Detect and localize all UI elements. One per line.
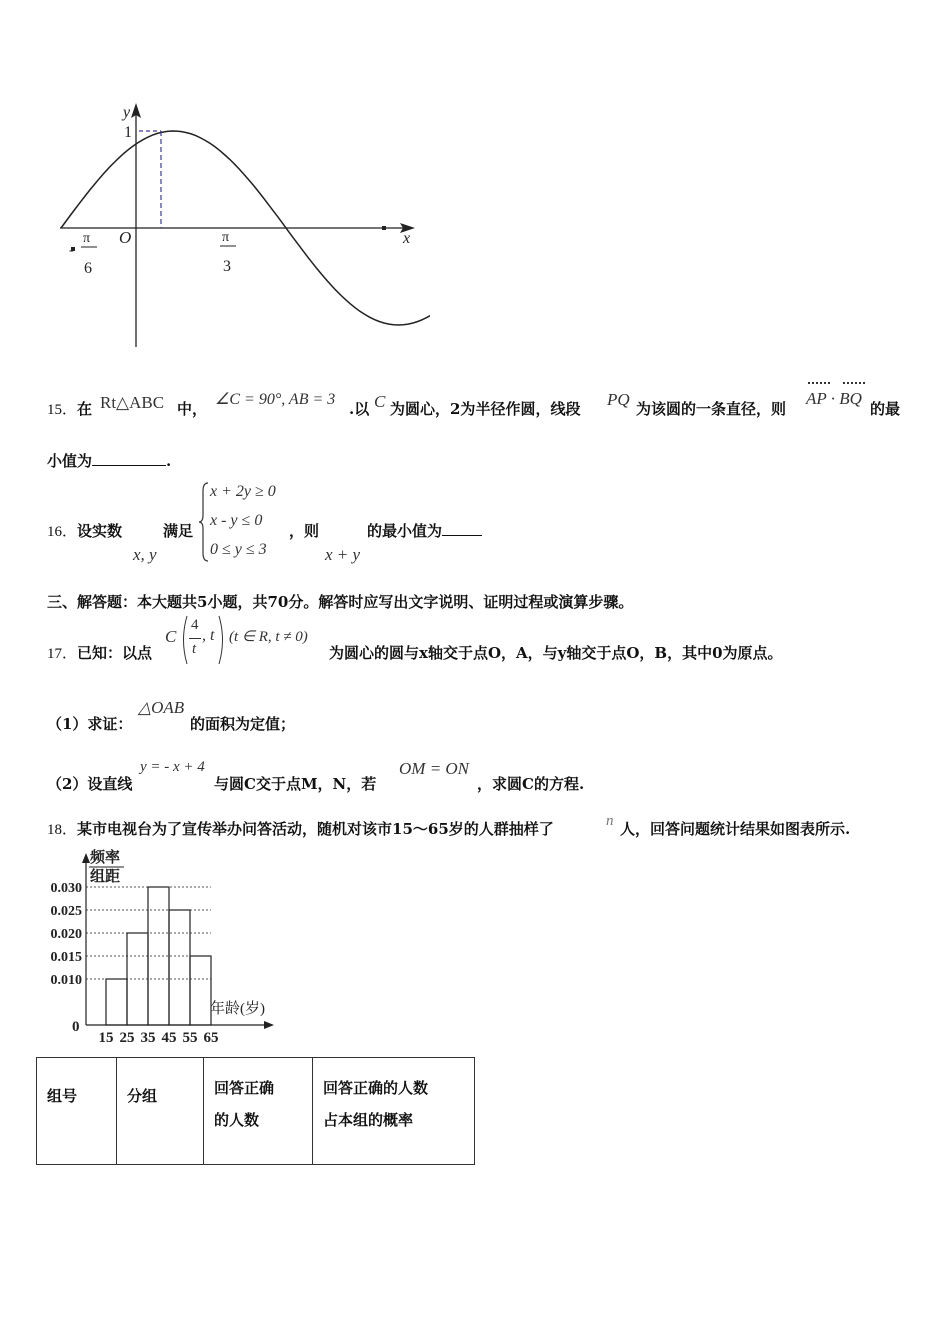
origin-label: O	[119, 228, 132, 247]
histogram-xlabel: 年龄(岁)	[210, 1001, 265, 1017]
header-correct-count: 回答正确 的人数	[204, 1058, 313, 1165]
q18-number: 18．	[47, 822, 78, 838]
q16-text-2: 满足	[163, 522, 194, 540]
right-zero-denominator: 3	[223, 258, 231, 275]
histogram-y-axis-arrow	[82, 853, 90, 863]
q16-number: 16．	[47, 524, 78, 540]
left-zero-numerator: π	[83, 231, 91, 246]
q15-text-7: 小值为	[47, 452, 93, 470]
q17-t-coordinate: , t	[202, 627, 215, 644]
peak-label: 1	[124, 124, 132, 141]
histogram-x-tick-4: 55	[182, 1030, 198, 1045]
q16-text-1: 设实数	[77, 522, 123, 540]
system-brace	[198, 481, 210, 563]
q18-sample-size-n: n	[606, 813, 614, 829]
q15-text-4: 为圆心，2为半径作圆，线段	[390, 400, 581, 418]
header-group-number: 组号	[37, 1058, 117, 1165]
table-header-row	[37, 1058, 475, 1165]
right-zero-numerator: π	[222, 230, 230, 245]
histogram-bar-0	[106, 979, 127, 1025]
right-end-dot	[382, 226, 386, 230]
histogram-y-tick-1: 0.015	[50, 950, 82, 965]
q17-line-equation: y = - x + 4	[140, 759, 205, 775]
histogram-origin: 0	[72, 1019, 80, 1035]
q15-text-1: 在	[77, 400, 93, 418]
q16-constraint-1: x + 2y ≥ 0	[210, 483, 276, 500]
q16-text-3: ，则	[289, 522, 320, 540]
q15-text-5: 为该圆的一条直径，则	[636, 400, 787, 418]
q17-part-2-text-2: ，求圆C的方程.	[477, 775, 585, 793]
q15-center-c: C	[374, 392, 386, 411]
vector-arrow-bq	[843, 382, 865, 384]
q15-text-8: .	[166, 452, 172, 470]
q17-part-1-text: 的面积为定值；	[190, 715, 296, 733]
q15-segment-pq: PQ	[607, 390, 630, 409]
q15-answer-blank	[92, 451, 166, 466]
histogram-x-tick-1: 25	[119, 1030, 135, 1045]
histogram-x-tick-2: 35	[140, 1030, 156, 1045]
q16-answer-blank	[442, 521, 482, 536]
q17-part-2-label: （2）设直线	[47, 775, 133, 793]
q17-condition: (t ∈ R, t ≠ 0)	[229, 629, 308, 645]
q15-vector-product: AP · BQ	[806, 389, 862, 408]
q15-text-3: .以	[349, 400, 370, 418]
q15-text-2: 中，	[177, 400, 208, 418]
q17-fraction-bar	[189, 638, 201, 639]
q17-equal-lengths: OM = ON	[399, 759, 470, 778]
histogram-y-tick-0: 0.010	[50, 973, 82, 988]
q17-text-2: 为圆心的圆与x轴交于点O，A，与y轴交于点O，B，其中0为原点。	[329, 644, 783, 662]
header-group-range: 分组	[117, 1058, 204, 1165]
q17-fraction-numerator: 4	[191, 617, 199, 633]
q17-triangle-oab: △OAB	[138, 698, 185, 717]
q15-condition: ∠C = 90°, AB = 3	[215, 391, 336, 408]
section-3-heading: 三、解答题：本大题共5小题，共70分。解答时应写出文字说明、证明过程或演算步骤。	[47, 593, 634, 611]
q16-expression: x + y	[325, 545, 361, 564]
q17-fraction-denominator: t	[192, 641, 197, 657]
histogram-x-tick-5: 65	[203, 1030, 219, 1045]
histogram-x-tick-3: 45	[161, 1030, 177, 1045]
q17-text-1: 已知：以点	[77, 644, 153, 662]
vector-arrow-ap	[808, 382, 830, 384]
header-correct-ratio: 回答正确的人数 占本组的概率	[313, 1058, 475, 1165]
q18-text-2: 人，回答问题统计结果如图表所示.	[620, 820, 851, 838]
q16-constraint-3: 0 ≤ y ≤ 3	[210, 541, 267, 558]
x-axis-label: x	[403, 230, 411, 247]
results-table	[36, 1057, 475, 1165]
histogram-x-tick-0: 15	[98, 1030, 114, 1045]
q17-right-paren	[218, 615, 227, 665]
frequency-histogram	[40, 845, 280, 1045]
histogram-ylabel-bottom: 组距	[90, 869, 121, 885]
q17-part-2-text-1: 与圆C交于点M，N，若	[214, 775, 377, 793]
q17-part-1-label: （1）求证：	[47, 715, 133, 733]
histogram-bar-4	[190, 956, 211, 1025]
histogram-y-tick-4: 0.030	[50, 881, 82, 896]
sine-graph	[55, 95, 430, 355]
histogram-y-tick-2: 0.020	[50, 927, 82, 942]
histogram-x-axis-arrow	[264, 1021, 274, 1029]
left-zero-sign: -	[69, 243, 74, 258]
q16-text-4: 的最小值为	[367, 522, 443, 540]
q16-variables: x, y	[133, 545, 157, 564]
histogram-bar-3	[169, 910, 190, 1025]
q17-number: 17．	[47, 646, 78, 662]
q15-number: 15．	[47, 402, 78, 418]
histogram-y-tick-3: 0.025	[50, 904, 82, 919]
q15-triangle: Rt△ABC	[100, 393, 165, 412]
q17-left-paren	[179, 615, 188, 665]
left-zero-denominator: 6	[84, 260, 92, 277]
y-axis-label: y	[123, 104, 131, 121]
q16-constraint-2: x - y ≤ 0	[210, 512, 263, 529]
q18-text-1: 某市电视台为了宣传举办问答活动，随机对该市15～65岁的人群抽样了	[77, 820, 554, 838]
q17-point-c: C	[165, 627, 177, 646]
q15-text-6: 的最	[870, 400, 901, 418]
histogram-ylabel-top: 频率	[90, 850, 121, 866]
